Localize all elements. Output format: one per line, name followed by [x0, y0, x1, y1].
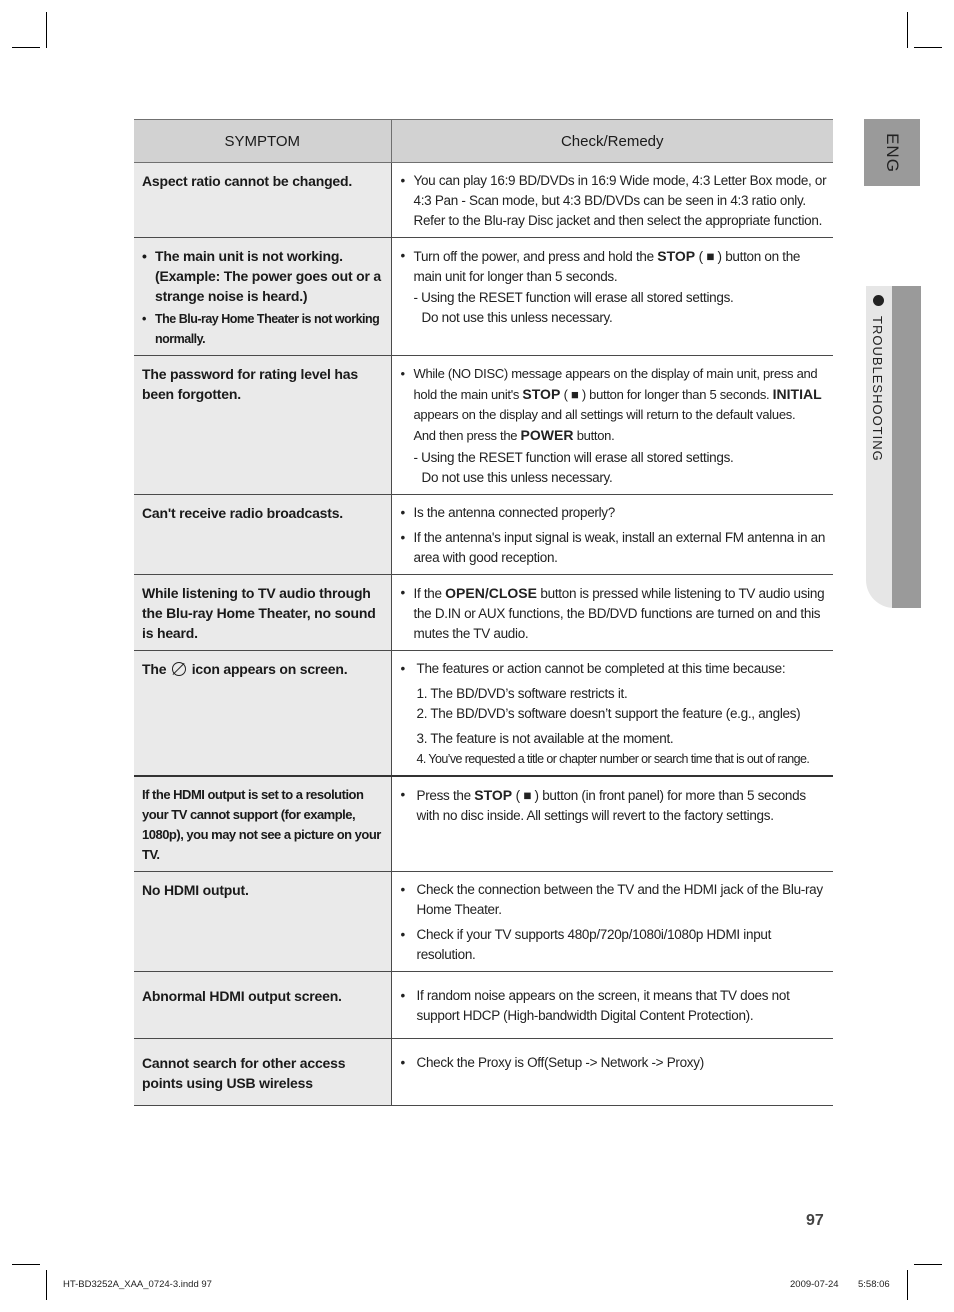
symptom-bullet: • The Blu-ray Home Theater is not working normally.: [142, 309, 383, 349]
remedy-bullet: • If the antenna's input signal is weak, install an external FM antenna in an area with good reception.: [401, 528, 828, 568]
remedy-note: - Using the RESET function will erase all stored settings.: [413, 450, 734, 465]
crop-mark: [12, 1264, 40, 1265]
section-tab-text: [866, 286, 892, 608]
language-tab-label: ENG: [883, 132, 902, 173]
table-row: [134, 575, 833, 651]
symptom-cell: If the HDMI output is set to a resolution your TV cannot support (for example, 1080p), you may not see a picture on your TV.: [142, 787, 381, 862]
remedy-header: Check/Remedy: [391, 120, 833, 163]
crop-mark: [907, 12, 908, 48]
symptom-cell: While listening to TV audio through the Blu-ray Home Theater, no sound is heard.: [142, 585, 376, 641]
crop-mark: [914, 1264, 942, 1265]
table-row: [134, 972, 833, 1039]
table-row: [134, 238, 833, 356]
table-row: [134, 356, 833, 495]
remedy-item: 3. The feature is not available at the moment.: [416, 731, 674, 746]
symptom-cell: The password for rating level has been forgotten.: [142, 366, 358, 402]
remedy-text: And then press the POWER button.: [413, 427, 615, 443]
remedy-text: • Turn off the power, and press and hold the STOP ( ■ ) button on the main unit for longer than 5 seconds.: [401, 246, 828, 287]
remedy-bullet: • Check if your TV supports 480p/720p/1080i/1080p HDMI input resolution.: [401, 925, 828, 965]
table-row: [134, 163, 833, 238]
footer-time: 5:58:06: [858, 1279, 890, 1290]
remedy-text: • While (NO DISC) message appears on the display of main unit, press and hold the main unit's STOP ( ■ ) button for longer than 5 seconds. INITIAL appears on the display and all settings will return to the default values.: [401, 364, 828, 425]
symptom-cell: Can't receive radio broadcasts.: [142, 505, 343, 521]
table-header-row: [134, 120, 833, 163]
table-row: [134, 776, 833, 872]
remedy-text: • If the OPEN/CLOSE button is pressed while listening to TV audio using the D.IN or AUX functions, the BD/DVD functions are turned on and this mutes the TV audio.: [401, 583, 828, 644]
prohibited-icon: [172, 662, 186, 676]
remedy-text: • Check the Proxy is Off(Setup -> Network -> Proxy): [401, 1053, 828, 1073]
symptom-cell: Cannot search for other access points using USB wireless: [142, 1055, 346, 1091]
symptom-cell: The icon appears on screen.: [142, 661, 348, 677]
symptom-bullet: • The main unit is not working. (Example: The power goes out or a strange noise is heard.): [142, 246, 383, 306]
symptom-header: SYMPTOM: [134, 120, 391, 163]
crop-mark: [46, 1270, 47, 1300]
footer-date: 2009-07-24: [790, 1279, 839, 1290]
remedy-text: • You can play 16:9 BD/DVDs in 16:9 Wide mode, 4:3 Letter Box mode, or 4:3 Pan - Scan mode, but 4:3 BD/DVDs can be seen in 4:3 ratio only. Refer to the Blu-ray Disc jacket and then select the appropriate function.: [401, 171, 828, 231]
symptom-cell: Abnormal HDMI output screen.: [142, 988, 342, 1004]
bullet-dot-icon: [873, 295, 884, 306]
table-row: [134, 495, 833, 575]
crop-mark: [46, 12, 47, 48]
remedy-bullet: • Is the antenna connected properly?: [401, 503, 828, 523]
table-row: [134, 872, 833, 972]
table-row: [134, 651, 833, 777]
remedy-text: • If random noise appears on the screen, it means that TV does not support HDCP (High-bandwidth Digital Content Protection).: [401, 986, 828, 1026]
remedy-note: - Using the RESET function will erase all stored settings.: [413, 290, 734, 305]
language-tab-label-wrap: [864, 119, 920, 186]
crop-mark: [914, 47, 942, 48]
symptom-cell: No HDMI output.: [142, 882, 249, 898]
table-row: [134, 1039, 833, 1106]
crop-mark: [12, 47, 40, 48]
remedy-item: 2. The BD/DVD’s software doesn’t support the feature (e.g., angles): [416, 706, 801, 721]
symptom-cell: Aspect ratio cannot be changed.: [142, 173, 353, 189]
remedy-text: • Press the STOP ( ■ ) button (in front panel) for more than 5 seconds with no disc inside. All settings will revert to the factory settings.: [401, 785, 828, 826]
remedy-intro: • The features or action cannot be completed at this time because:: [401, 659, 828, 679]
remedy-item: 1. The BD/DVD’s software restricts it.: [416, 686, 628, 701]
remedy-bullet: • Check the connection between the TV and the HDMI jack of the Blu-ray Home Theater.: [401, 880, 828, 920]
troubleshooting-table: [134, 119, 833, 1106]
section-tab-label: TROUBLESHOOTING: [870, 316, 885, 462]
remedy-note: Do not use this unless necessary.: [421, 310, 613, 325]
footer-file: HT-BD3252A_XAA_0724-3.indd 97: [63, 1279, 212, 1290]
page-number: 97: [806, 1212, 824, 1229]
remedy-item: 4. You’ve requested a title or chapter number or search time that is out of range.: [416, 752, 810, 766]
section-tab-dark: [892, 286, 921, 608]
crop-mark: [907, 1270, 908, 1300]
remedy-note: Do not use this unless necessary.: [421, 470, 613, 485]
